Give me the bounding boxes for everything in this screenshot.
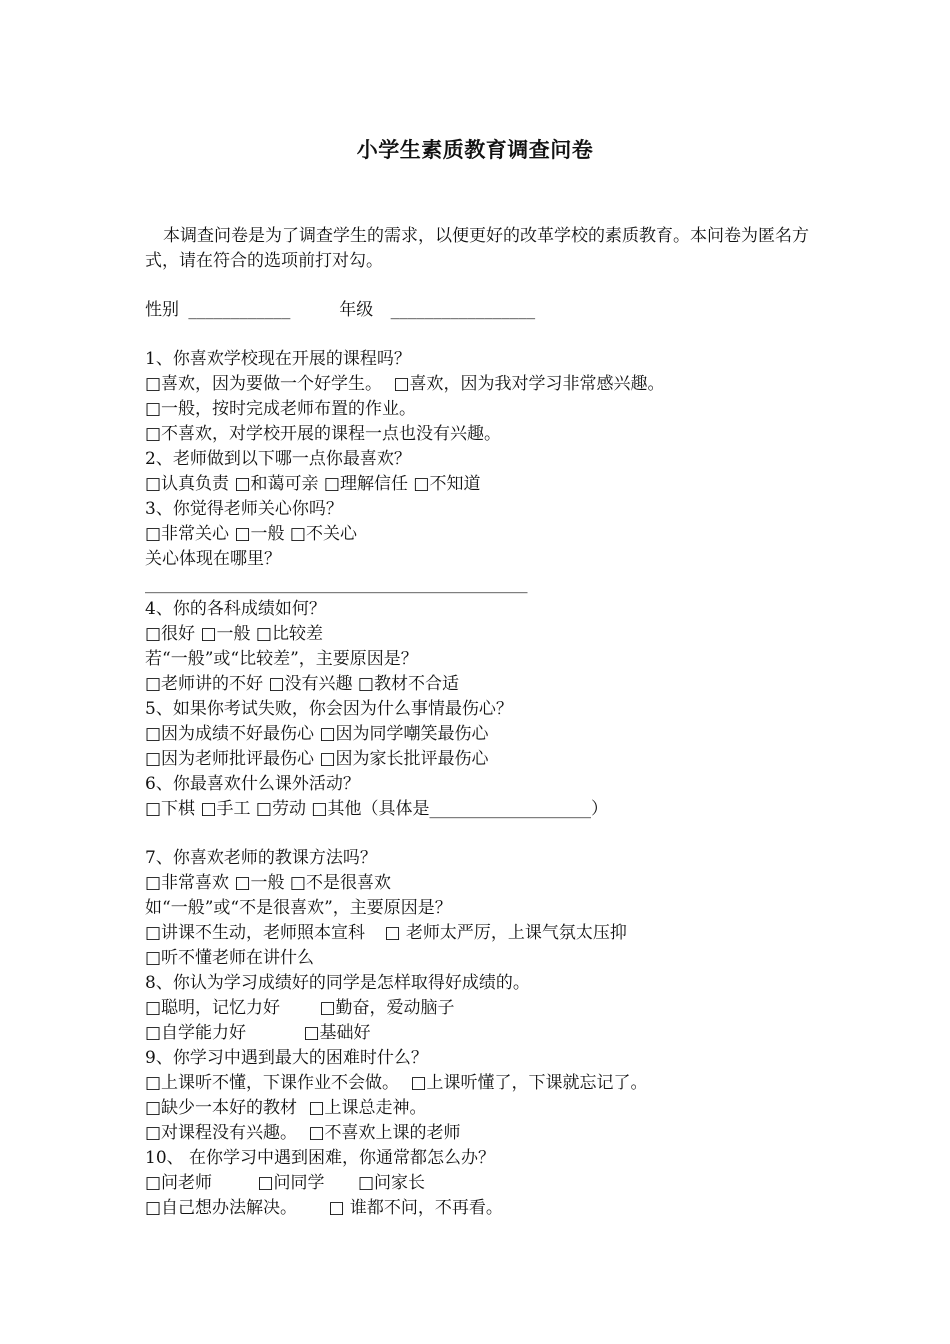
question-6-close-paren: ） (590, 799, 608, 819)
q7-option-boring[interactable]: □讲课不生动，老师照本宣科 (145, 923, 366, 943)
question-5: 5、如果你考试失败，你会因为什么事情最伤心？ (145, 699, 513, 719)
question-8-options-row-1 (145, 996, 455, 1021)
question-9-options-row-1 (145, 1071, 648, 1096)
q10-option-ask-teacher[interactable]: □问老师 (145, 1173, 213, 1193)
q1-option-average[interactable]: □一般，按时完成老师布置的作业。 (145, 399, 417, 419)
question-10: 10、 在你学习中遇到困难，你通常都怎么办？ (145, 1148, 496, 1168)
question-6-options[interactable]: □下棋 □手工 □劳动 □其他（具体是 (145, 799, 430, 819)
q9-option-forget[interactable]: □上课听懂了，下课就忘记了。 (410, 1073, 648, 1093)
q10-option-give-up[interactable]: □ 谁都不问，不再看。 (328, 1198, 503, 1218)
question-4-options[interactable]: □很好 □一般 □比较差 (145, 624, 323, 644)
q8-option-diligent[interactable]: □勤奋，爱动脑子 (319, 998, 455, 1018)
q8-option-foundation[interactable]: □基础好 (303, 1023, 371, 1043)
question-6-options-row (145, 797, 608, 822)
question-5-options-row-2[interactable]: □因为老师批评最伤心 □因为家长批评最伤心 (145, 749, 489, 769)
question-9-options-row-2 (145, 1096, 427, 1121)
question-6: 6、你最喜欢什么课外活动？ (145, 774, 360, 794)
q9-option-no-textbook[interactable]: □缺少一本好的教材 (145, 1098, 298, 1118)
question-9-options-row-3 (145, 1121, 461, 1146)
gender-label: 性别 (145, 300, 179, 320)
intro-paragraph: 本调查问卷是为了调查学生的需求，以便更好的改革学校的素质教育。本问卷为匿名方式，请在符合的选项前打对勾。 (145, 226, 809, 271)
q7-option-not-understand[interactable]: □听不懂老师在讲什么 (145, 948, 315, 968)
question-4-follow-up: 若“一般”或“比较差”，主要原因是？ (145, 649, 418, 669)
question-10-options-row-1 (145, 1171, 425, 1196)
q10-option-ask-classmate[interactable]: □问同学 (257, 1173, 325, 1193)
question-6-other-blank[interactable]: ___________________ (429, 799, 591, 819)
question-3-follow-up: 关心体现在哪里？ (145, 549, 281, 569)
question-3-answer-blank[interactable]: _____________________________________________ (145, 574, 528, 594)
info-fields-row (145, 298, 535, 323)
q9-option-no-interest[interactable]: □对课程没有兴趣。 (145, 1123, 298, 1143)
question-5-options-row-1[interactable]: □因为成绩不好最伤心 □因为同学嘲笑最伤心 (145, 724, 489, 744)
question-1: 1、你喜欢学校现在开展的课程吗？ (145, 349, 411, 369)
question-3-options[interactable]: □非常关心 □一般 □不关心 (145, 524, 357, 544)
question-7-reasons-row (145, 921, 627, 946)
question-7: 7、你喜欢老师的教课方法吗？ (145, 848, 377, 868)
q9-option-distracted[interactable]: □上课总走神。 (308, 1098, 427, 1118)
q1-option-dislike[interactable]: □不喜欢，对学校开展的课程一点也没有兴趣。 (145, 424, 502, 444)
q9-option-dislike-teacher[interactable]: □不喜欢上课的老师 (308, 1123, 461, 1143)
question-1-options-row-1 (145, 372, 665, 397)
question-4: 4、你的各科成绩如何？ (145, 599, 326, 619)
question-3: 3、你觉得老师关心你吗？ (145, 499, 343, 519)
question-9: 9、你学习中遇到最大的困难时什么？ (145, 1048, 428, 1068)
question-2-options[interactable]: □认真负责 □和蔼可亲 □理解信任 □不知道 (145, 474, 481, 494)
q1-option-interested[interactable]: □喜欢，因为我对学习非常感兴趣。 (393, 374, 665, 394)
question-8: 8、你认为学习成绩好的同学是怎样取得好成绩的。 (145, 973, 530, 993)
question-7-follow-up: 如“一般”或“不是很喜欢”，主要原因是？ (145, 898, 452, 918)
q8-option-smart[interactable]: □聪明，记忆力好 (145, 998, 281, 1018)
question-10-options-row-2 (145, 1196, 503, 1221)
q10-option-ask-parent[interactable]: □问家长 (357, 1173, 425, 1193)
q10-option-self-solve[interactable]: □自己想办法解决。 (145, 1198, 298, 1218)
question-7-options[interactable]: □非常喜欢 □一般 □不是很喜欢 (145, 873, 391, 893)
q9-option-cannot-follow[interactable]: □上课听不懂，下课作业不会做。 (145, 1073, 400, 1093)
question-4-follow-up-options[interactable]: □老师讲的不好 □没有兴趣 □教材不合适 (145, 674, 459, 694)
grade-blank[interactable]: _________________ (390, 300, 536, 320)
gender-blank[interactable]: ____________ (188, 300, 291, 320)
q7-option-strict[interactable]: □ 老师太严厉，上课气氛太压抑 (384, 923, 627, 943)
grade-label: 年级 (339, 300, 374, 320)
question-2: 2、老师做到以下哪一点你最喜欢？ (145, 449, 411, 469)
q8-option-self-study[interactable]: □自学能力好 (145, 1023, 247, 1043)
question-8-options-row-2 (145, 1021, 371, 1046)
page-title: 小学生素质教育调查问卷 (356, 137, 594, 162)
q1-option-good-student[interactable]: □喜欢，因为要做一个好学生。 (145, 374, 383, 394)
